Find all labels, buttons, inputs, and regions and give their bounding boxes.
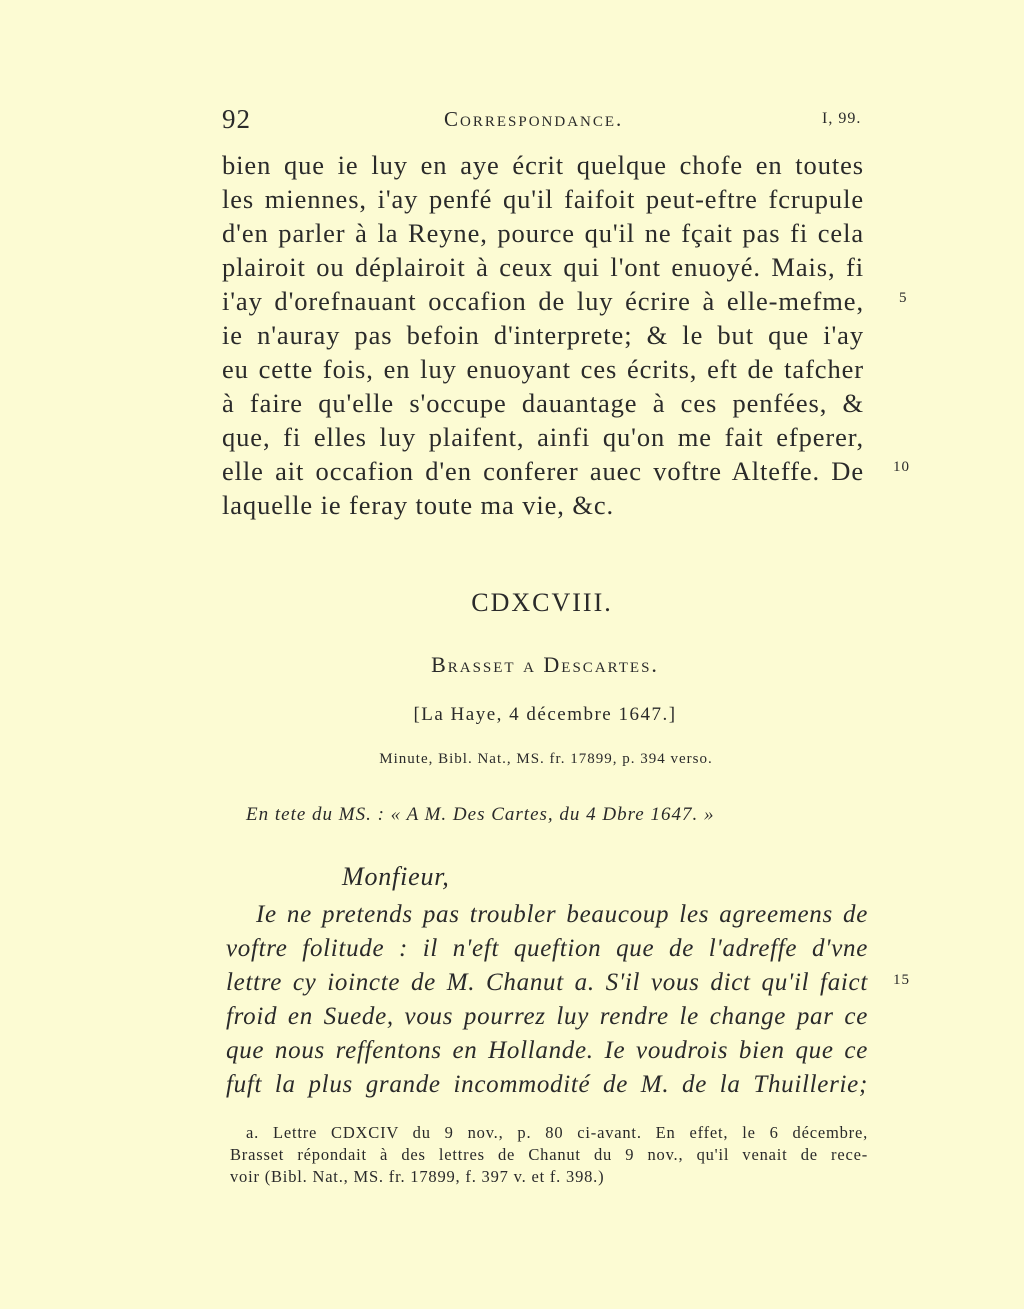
manuscript-heading: En tete du MS. : « A M. Des Cartes, du 4 Dbre 1647. » <box>246 804 715 825</box>
letter-number: CDXCVIII. <box>471 588 613 617</box>
letter-line: Ie ne pretends pas troubler beaucoup les agreemens de <box>256 901 868 928</box>
letter-line: lettre cy ioincte de M. Chanut a. S'il vous dict qu'il faict <box>226 969 868 996</box>
letter-line: que nous reffentons en Hollande. Ie voudrois bien que ce <box>226 1037 868 1064</box>
body-line: plairoit ou déplairoit à ceux qui l'ont enuoyé. Mais, fi <box>222 252 864 282</box>
letter-line: froid en Suede, vous pourrez luy rendre le change par ce <box>226 1003 868 1030</box>
letter-source: Minute, Bibl. Nat., MS. fr. 17899, p. 394 verso. <box>379 751 713 767</box>
body-line: eu cette fois, en luy enuoyant ces écrits, eft de tafcher <box>222 354 864 384</box>
letter-line: fuft la plus grande incommodité de M. de la Thuillerie; <box>226 1071 868 1098</box>
line-number: 15 <box>893 972 910 988</box>
salutation: Monfieur, <box>342 862 450 891</box>
body-line: i'ay d'orefnauant occafion de luy écrire à elle-mefme, <box>222 286 864 316</box>
volume-reference: I, 99. <box>822 110 862 127</box>
line-number: 10 <box>893 459 910 475</box>
body-line: laquelle ie feray toute ma vie, &c. <box>222 490 615 520</box>
running-title: Correspondance. <box>444 107 624 131</box>
page-number: 92 <box>222 104 251 134</box>
letter-place-date: [La Haye, 4 décembre 1647.] <box>413 704 677 725</box>
letter-line: voftre folitude : il n'eft queftion que de l'adreffe d'vne <box>226 935 868 962</box>
body-line: les miennes, i'ay penfé qu'il faifoit peut-eftre fcrupule <box>222 184 864 214</box>
line-number: 5 <box>899 290 908 306</box>
body-line: à faire qu'elle s'occupe dauantage à ces penfées, & <box>222 388 864 418</box>
body-line: bien que ie luy en aye écrit quelque chofe en toutes <box>222 150 864 180</box>
letter-parties: Brasset a Descartes. <box>431 652 659 677</box>
footnote-line: Brasset répondait à des lettres de Chanut du 9 nov., qu'il venait de rece- <box>230 1145 868 1164</box>
body-line: d'en parler à la Reyne, pource qu'il ne fçait pas fi cela <box>222 218 864 248</box>
footnote-line: voir (Bibl. Nat., MS. fr. 17899, f. 397 v. et f. 398.) <box>230 1167 605 1186</box>
body-line: que, fi elles luy plaifent, ainfi qu'on me fait efperer, <box>222 422 864 452</box>
body-line: ie n'auray pas befoin d'interprete; & le but que i'ay <box>222 320 864 350</box>
footnote-line: a. Lettre CDXCIV du 9 nov., p. 80 ci-avant. En effet, le 6 décembre, <box>246 1123 868 1142</box>
body-line: elle ait occafion d'en conferer auec voftre Alteffe. De <box>222 456 864 486</box>
